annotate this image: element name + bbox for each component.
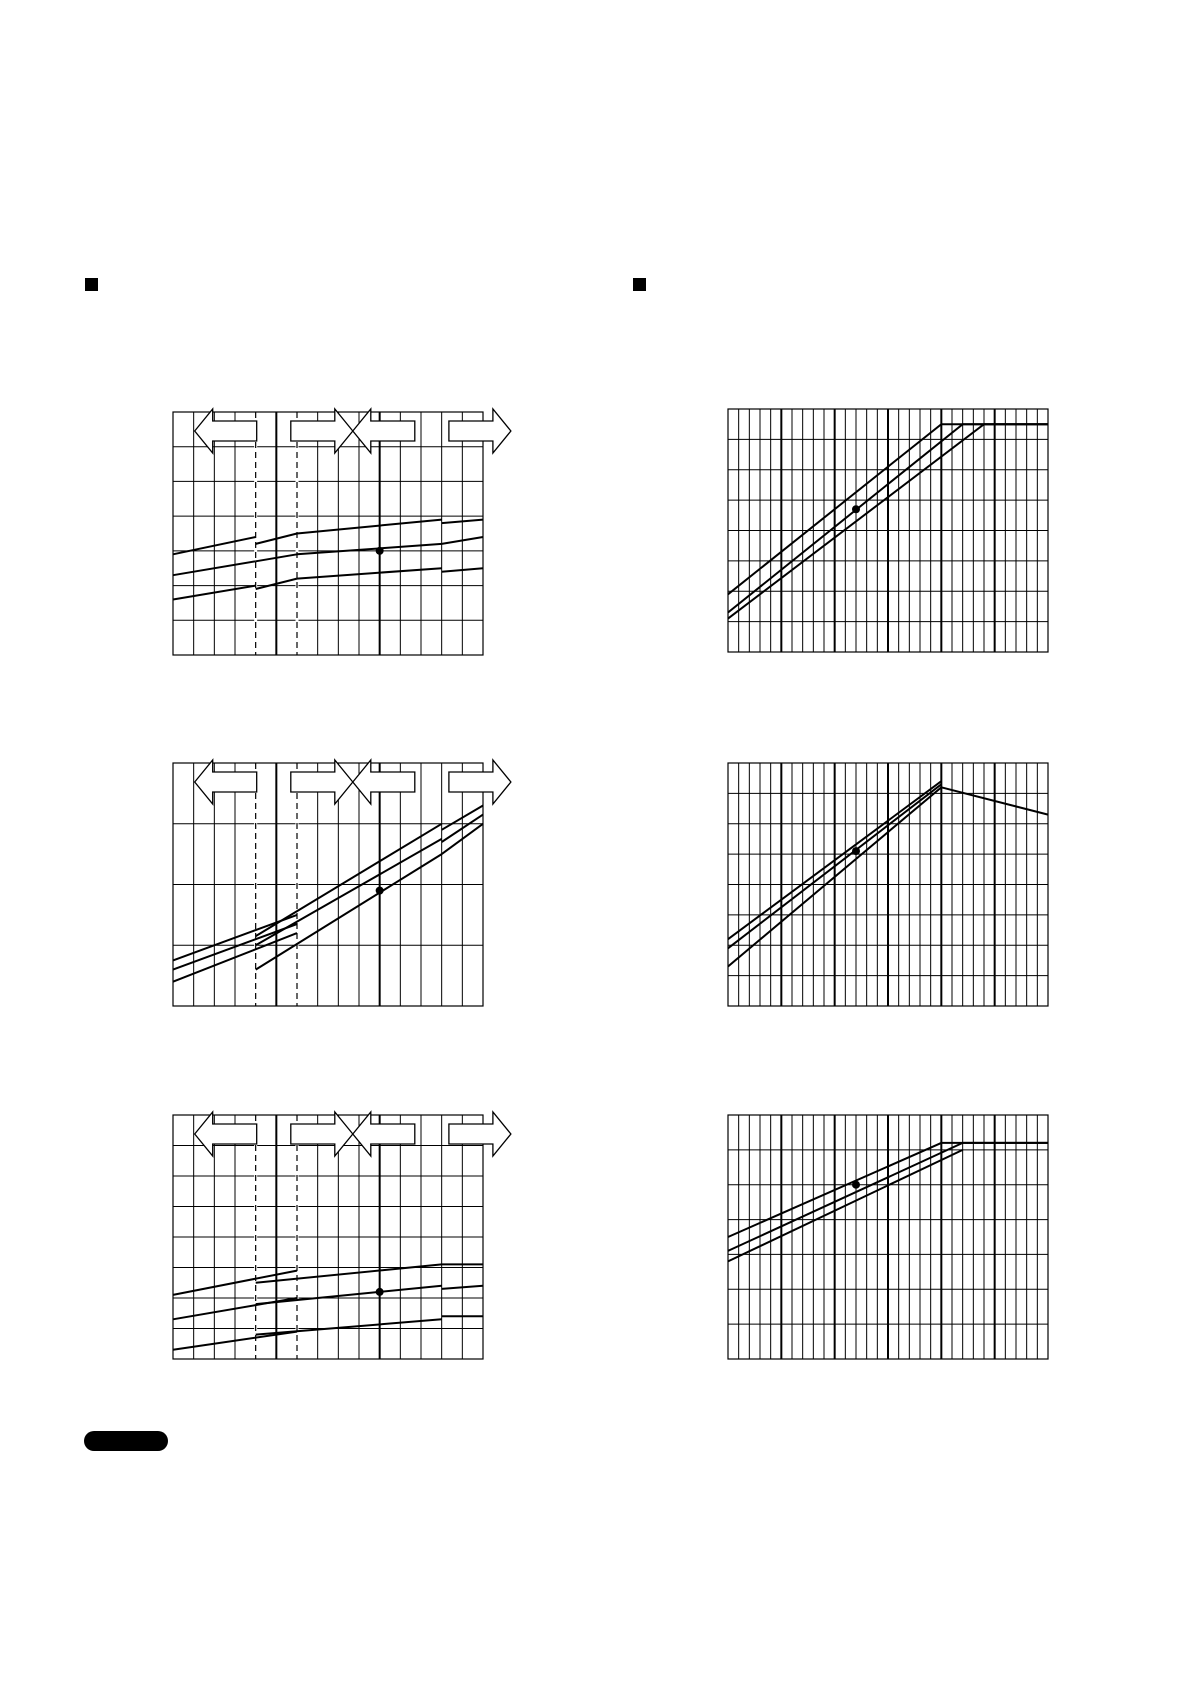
direction-arrow-right-icon xyxy=(291,760,353,804)
chart-right-2 xyxy=(727,760,1049,1009)
plot-frame xyxy=(173,412,483,655)
series-line-1 xyxy=(297,520,442,534)
series-line-3 xyxy=(297,568,442,578)
chart-left-3 xyxy=(172,1112,512,1362)
chart-left-2 xyxy=(172,760,512,1009)
direction-arrow-left-icon xyxy=(353,1112,415,1156)
operating-point-marker xyxy=(376,547,384,555)
series-line-2 xyxy=(256,839,442,945)
operating-point-marker xyxy=(852,505,860,513)
note-badge xyxy=(84,1431,168,1451)
direction-arrow-right-icon xyxy=(449,1112,511,1156)
series-line-1 xyxy=(256,824,442,936)
direction-arrow-right-icon xyxy=(449,760,511,804)
chart-right-3 xyxy=(727,1112,1049,1362)
operating-point-marker xyxy=(376,1288,384,1296)
operating-point-marker xyxy=(376,887,384,895)
operating-point-marker xyxy=(852,847,860,855)
section-bullet-left xyxy=(85,278,98,291)
series-line-3 xyxy=(256,854,442,970)
series-line-2 xyxy=(256,1286,442,1304)
direction-arrow-left-icon xyxy=(195,1112,257,1156)
direction-arrow-right-icon xyxy=(291,1112,353,1156)
section-bullet-right xyxy=(633,278,646,291)
direction-arrow-left-icon xyxy=(353,760,415,804)
chart-right-1 xyxy=(727,409,1049,655)
series-line-2 xyxy=(297,544,442,554)
operating-point-marker xyxy=(852,1181,860,1189)
chart-left-1 xyxy=(172,409,512,655)
series-line-3 xyxy=(256,1319,442,1334)
direction-arrow-left-icon xyxy=(195,760,257,804)
